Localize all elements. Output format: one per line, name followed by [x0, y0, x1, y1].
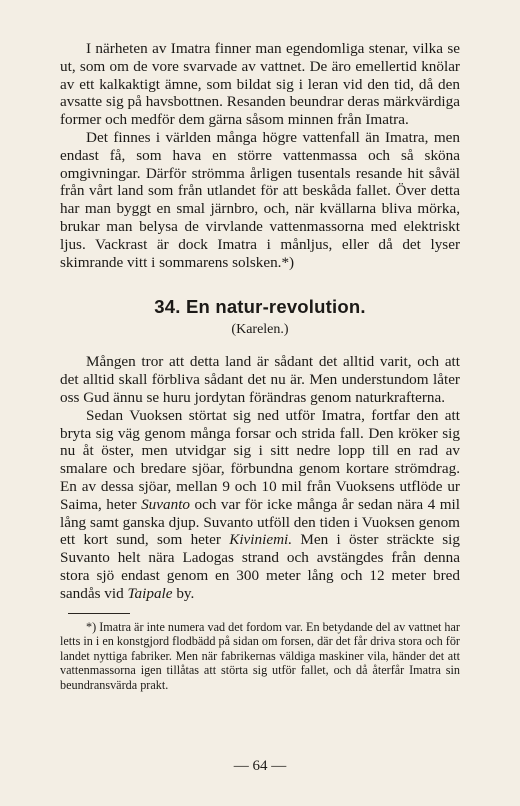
paragraph-imatra-stones: I närheten av Imatra finner man egendomliga stenar, vilka se ut, som om de vore svarvade av vattnet. De äro emellertid knölar av ett kalkaktigt ämne, som bildat sig i leran vid den tid, då den avsatte sig på havsbottnen. Resanden beundrar deras märkvärdiga former och medför dem gärna såsom minnen från Imatra. — [60, 40, 460, 129]
paragraph-land-changes: Mången tror att detta land är sådant det alltid varit, och att det alltid skall förbliva sådant det nu är. Men understundom låter oss Gud ännu se huru jordytan förändras genom naturkrafterna. — [60, 353, 460, 406]
place-name-taipale: Taipale — [127, 584, 173, 602]
paragraph-vuoksen — [60, 407, 460, 603]
section-subtitle: (Karelen.) — [231, 322, 289, 338]
place-name-suvanto: Suvanto — [141, 495, 191, 513]
page-number: — 64 — — [233, 758, 287, 774]
section-title: 34. En natur-revolution. — [154, 296, 366, 318]
text-run: by. — [172, 584, 195, 602]
paragraph-imatra-waterfall: Det finnes i världen många högre vattenfall än Imatra, men endast få, som hava en större vattenmassa och så sköna omgivningar. Därför strömma årligen tusentals resande hit såväl från vårt land som från utlandet för att beskåda fallet. Över detta har man byggt en smal järnbro, och, när kvällarna bliva mörka, brukar man belysa de virvlande vattenmassorna med elektriskt ljus. Vackrast är dock Imatra i månljus, eller då det lyser skimrande vitt i sommarens solsken.*) — [60, 128, 460, 271]
text-run: Men i öster sträckte sig Suvanto helt nära Ladogas strand och avstängdes från denna stora sjö endast genom en 300 meter lång och 12 meter bred sandås vid — [60, 531, 460, 602]
footnote-divider — [68, 613, 130, 614]
text-run: och var för icke många år sedan nära 4 mil lång samt ganska djup. Suvanto utföll den tiden i Vuoksen genom ett kort sund, som heter — [60, 495, 460, 549]
place-name-kiviniemi: Kiviniemi. — [229, 531, 293, 549]
footnote: *) Imatra är inte numera vad det fordom var. En betydande del av vattnet har letts in i en konstgjord flodbädd på sidan om forsen, där det får driva stora och för landet nyttiga fabriker. Men när fabrikernas väldiga maskiner vila, händer det att vattenmassorna igen tillåtas att störta sig utför fallet, och då återfår Imatra sin beundransvärda prakt. — [60, 619, 460, 692]
text-run: Sedan Vuoksen störtat sig ned utför Imatra, fortfar den att bryta sig väg genom många forsar och strida fall. Den kröker sig nu åt öster, men utvidgar sig i sitt nedre lopp till en rad av smalare och bredare sjöar, förbundna genom kortare strömdrag. En av dessa sjöar, mellan 9 och 10 mil från Vuoksens utflöde ur Saima, heter — [60, 406, 460, 513]
